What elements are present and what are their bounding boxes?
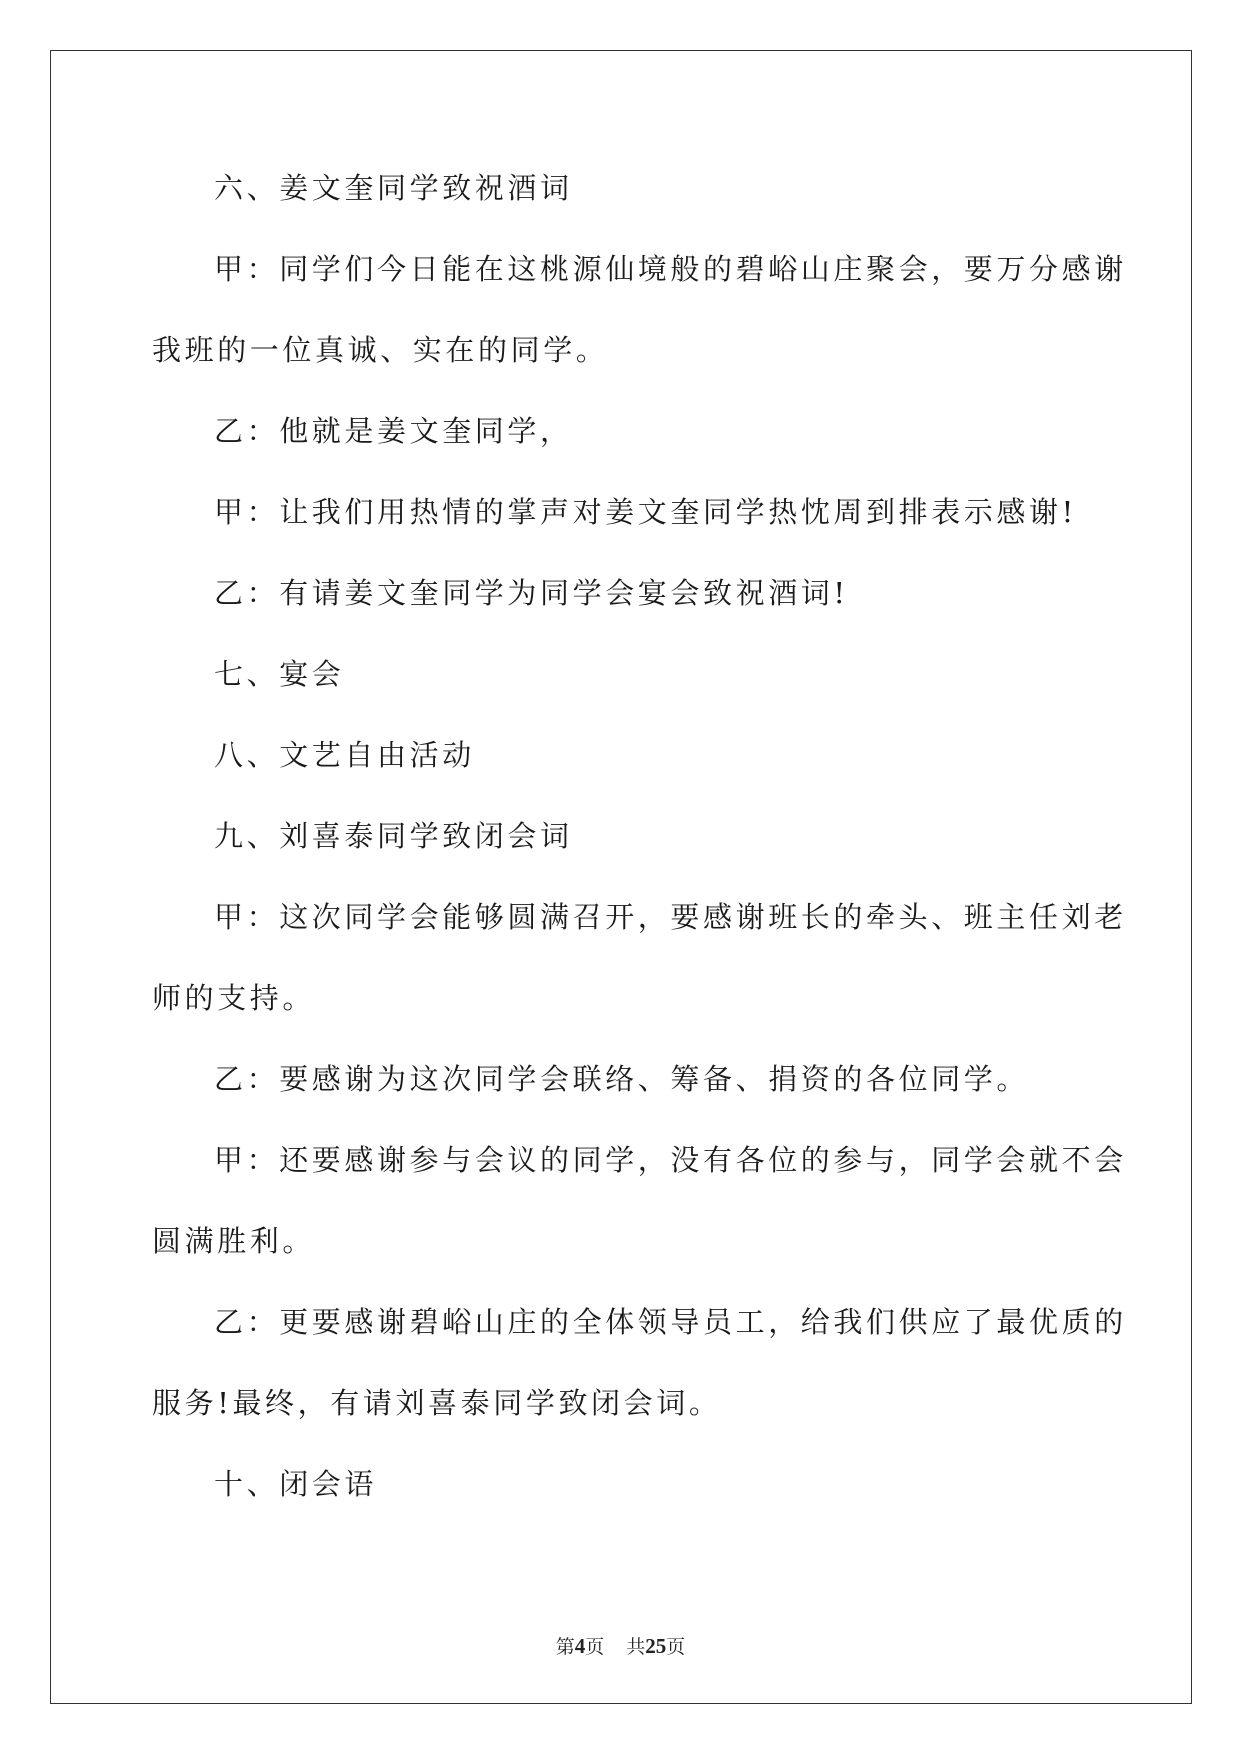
section-heading-9: 九、刘喜泰同学致闭会词 <box>214 819 573 853</box>
paragraph-line: 圆满胜利。 <box>152 1224 316 1258</box>
paragraph-line: 甲：还要感谢参与会议的同学，没有各位的参与，同学会就不会 <box>214 1143 1127 1177</box>
section-heading-7: 七、宴会 <box>214 657 345 691</box>
page-footer <box>0 1632 1241 1659</box>
paragraph-line: 师的支持。 <box>152 981 316 1015</box>
paragraph-line: 乙：有请姜文奎同学为同学会宴会致祝酒词! <box>214 576 849 610</box>
total-suffix: 页 <box>666 1636 686 1658</box>
paragraph-line: 甲：同学们今日能在这桃源仙境般的碧峪山庄聚会，要万分感谢 <box>214 252 1127 286</box>
paragraph-line: 甲：让我们用热情的掌声对姜文奎同学热忱周到排表示感谢! <box>214 495 1077 529</box>
paragraph-line: 服务!最终，有请刘喜泰同学致闭会词。 <box>152 1386 722 1420</box>
page-number: 4 <box>574 1634 586 1658</box>
document-body <box>152 160 1127 1537</box>
paragraph-line: 甲：这次同学会能够圆满召开，要感谢班长的牵头、班主任刘老 <box>214 900 1127 934</box>
section-heading-10: 十、闭会语 <box>214 1467 378 1501</box>
section-heading-6: 六、姜文奎同学致祝酒词 <box>214 171 573 205</box>
page-prefix: 第 <box>555 1636 575 1658</box>
total-pages: 25 <box>645 1634 667 1658</box>
paragraph-line: 我班的一位真诚、实在的同学。 <box>152 333 609 367</box>
section-heading-8: 八、文艺自由活动 <box>214 738 475 772</box>
paragraph-line: 乙：更要感谢碧峪山庄的全体领导员工，给我们供应了最优质的 <box>214 1305 1127 1339</box>
paragraph-line: 乙：他就是姜文奎同学， <box>214 414 573 448</box>
page-suffix: 页 <box>585 1636 605 1658</box>
total-prefix: 共 <box>626 1636 646 1658</box>
paragraph-line: 乙：要感谢为这次同学会联络、筹备、捐资的各位同学。 <box>214 1062 1030 1096</box>
